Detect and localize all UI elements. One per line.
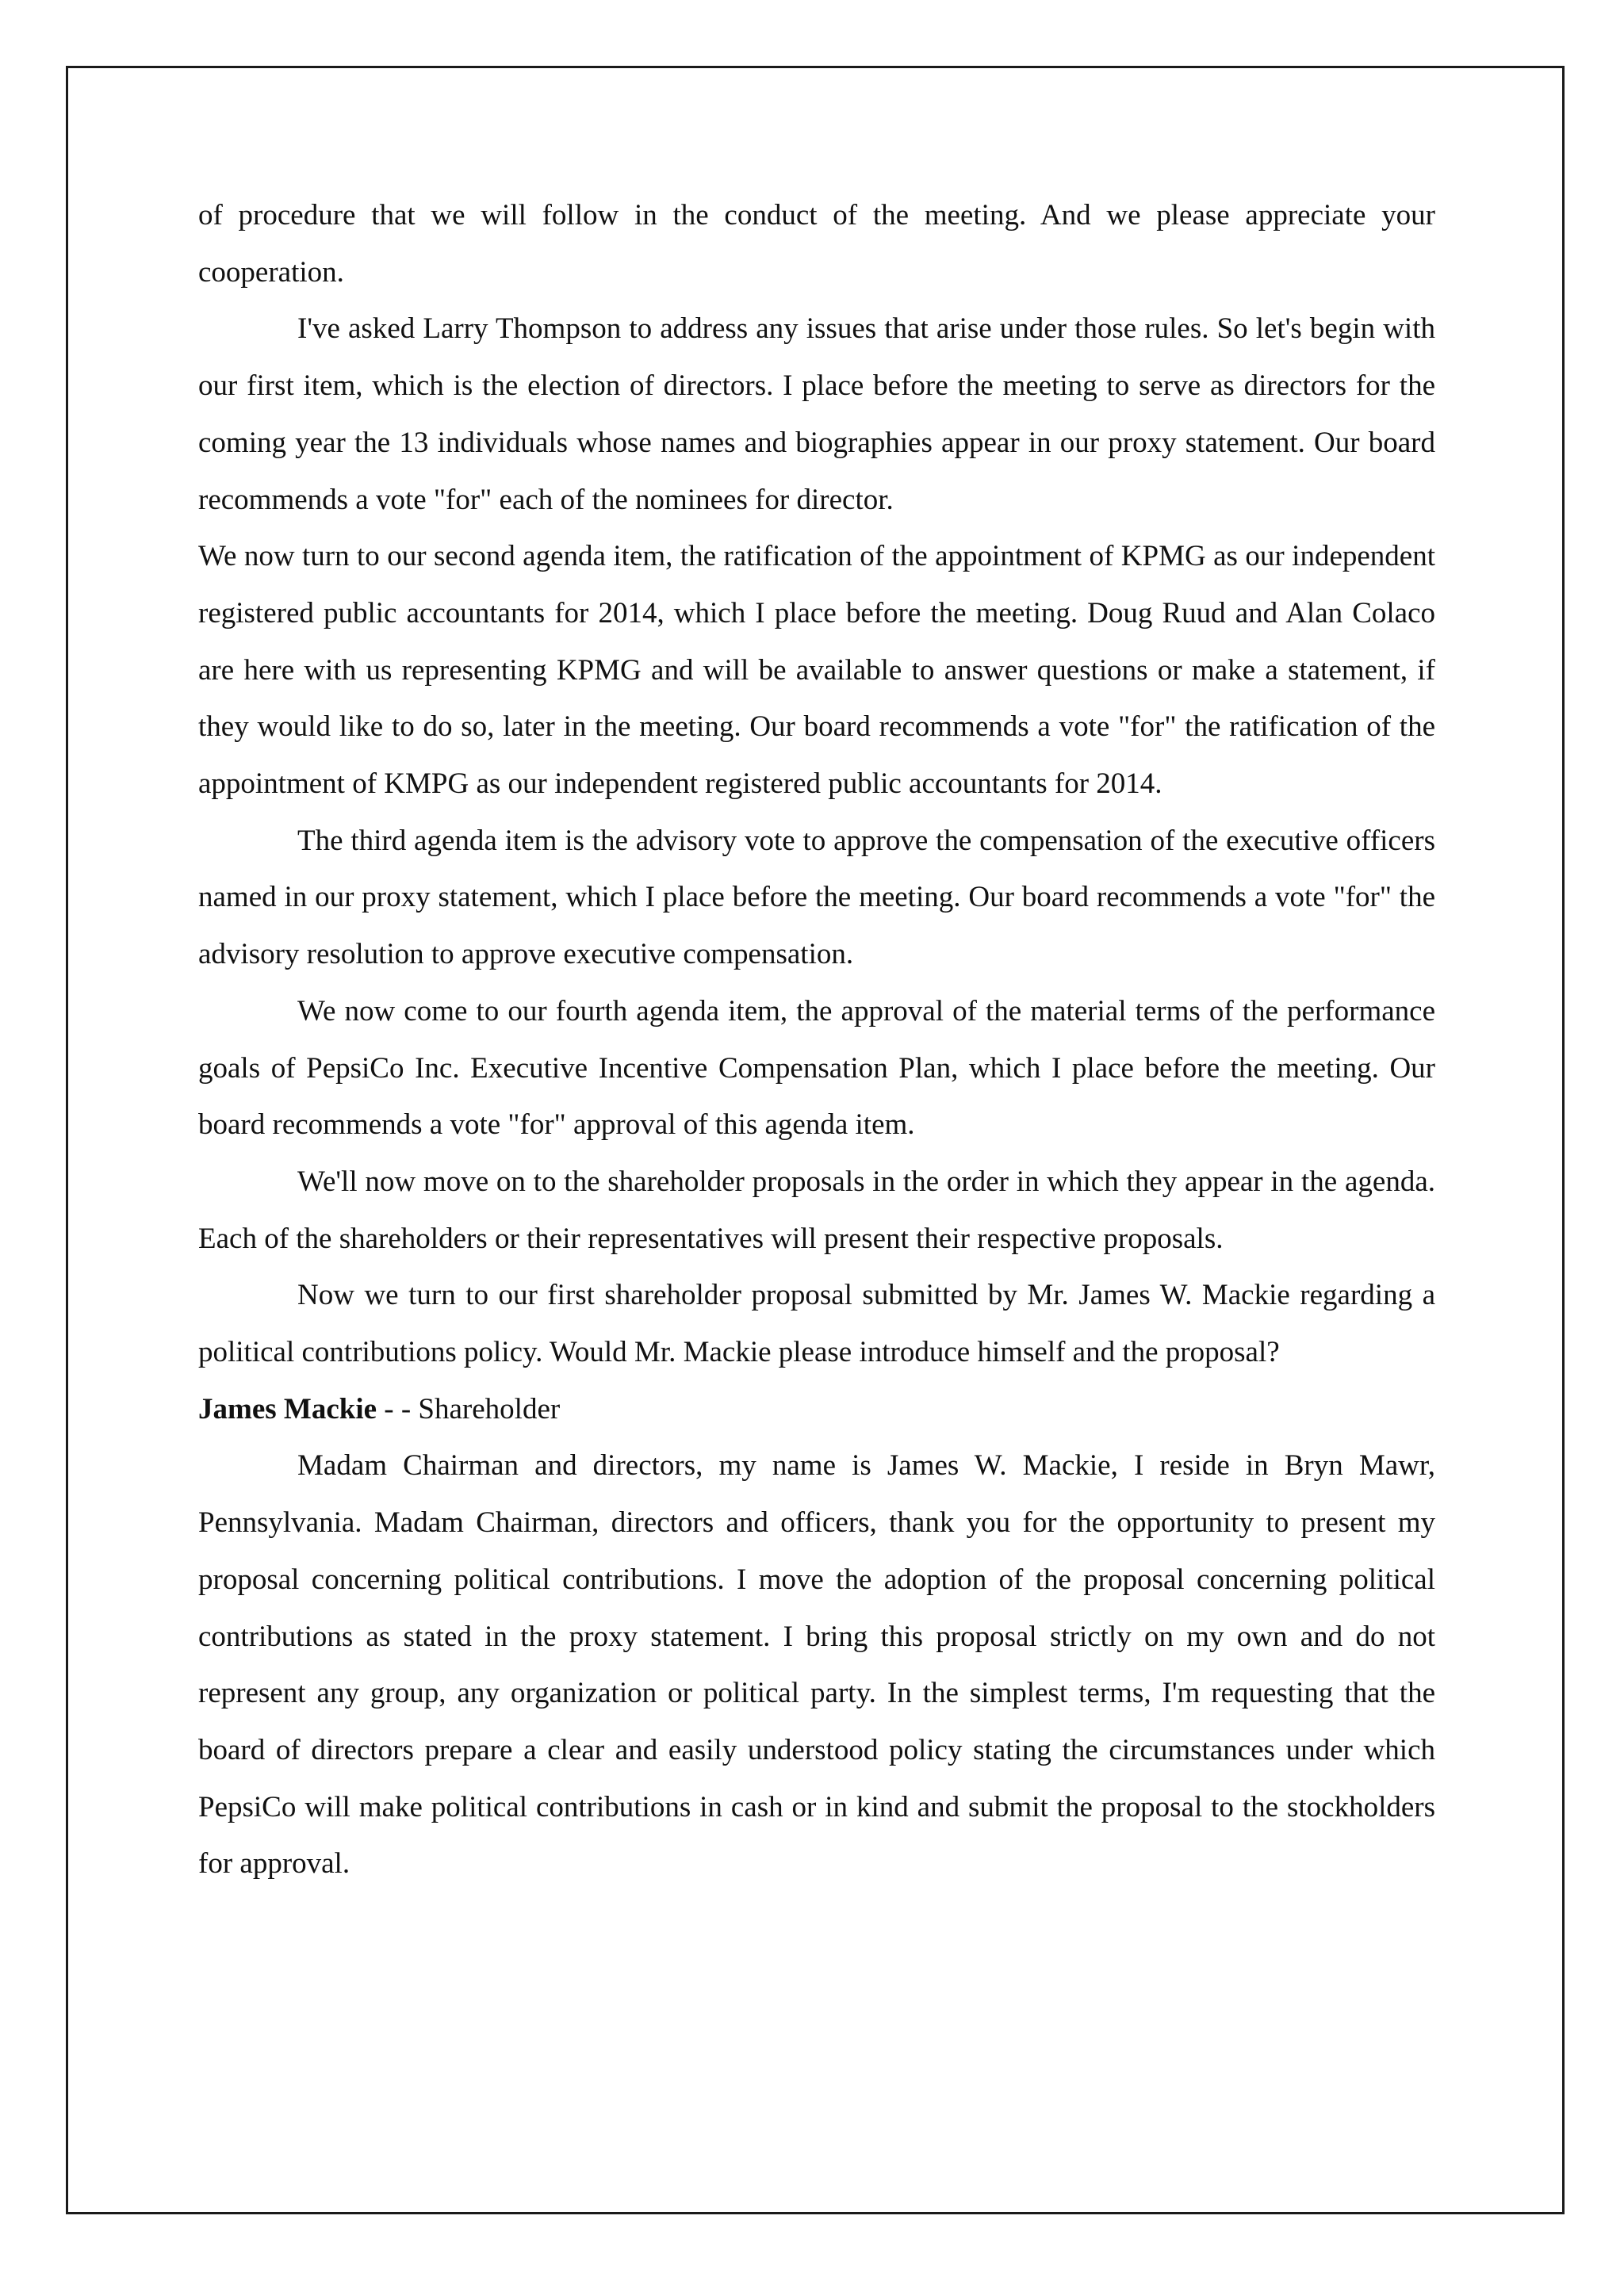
paragraph-incentive-plan: We now come to our fourth agenda item, the approval of the material terms of the performance goals of PepsiCo Inc. Executive Incentive Compensation Plan, which I place before the meeting. Our board recommends a vote "for" approval of this agenda item. [198,994,1435,1142]
speaker-role: - - Shareholder [377,1392,561,1425]
paragraph-first-proposal: Now we turn to our first shareholder proposal submitted by Mr. James W. Mackie regarding a political contributions policy. Would Mr. Mackie please introduce himself and the proposal? [198,1279,1435,1369]
paragraph-election-of-directors: I've asked Larry Thompson to address any issues that arise under those rules. So let's begin with our first item, which is the election of directors. I place before the meeting to serve as directors for the coming year the 13 individuals whose names and biographies appear in our proxy statement. Our board recommends a vote "for" each of the nominees for director. [198,312,1435,516]
speaker-heading [198,1381,1435,1438]
paragraph-advisory-vote: The third agenda item is the advisory vote to approve the compensation of the executive officers named in our proxy statement, which I place before the meeting. Our board recommends a vote "for" the advisory resolution to approve executive compensation. [198,824,1435,971]
paragraph-mackie-statement: Madam Chairman and directors, my name is James W. Mackie, I reside in Bryn Mawr, Pennsylvania. Madam Chairman, directors and officers, thank you for the opportunity to present my proposal concerning political contributions. I move the adoption of the proposal concerning political contributions as stated in the proxy statement. I bring this proposal strictly on my own and do not represent any group, any organization or political party. In the simplest terms, I'm requesting that the board of directors prepare a clear and easily understood policy stating the circumstances under which PepsiCo will make political contributions in cash or in kind and submit the proposal to the stockholders for approval. [198,1449,1435,1881]
speaker-name: James Mackie [198,1392,377,1425]
paragraph-procedure: of procedure that we will follow in the conduct of the meeting. And we please appreciate your cooperation. [198,199,1435,289]
paragraph-shareholder-proposals: We'll now move on to the shareholder proposals in the order in which they appear in the agenda. Each of the shareholders or their representatives will present their respective proposals. [198,1165,1435,1255]
paragraph-kpmg-ratification: We now turn to our second agenda item, the ratification of the appointment of KPMG as our independent registered public accountants for 2014, which I place before the meeting. Doug Ruud and Alan Colaco are here with us representing KPMG and will be available to answer questions or make a statement, if they would like to do so, later in the meeting. Our board recommends a vote "for" the ratification of the appointment of KMPG as our independent registered public accountants for 2014. [198,540,1435,801]
transcript-body [198,187,1435,1892]
